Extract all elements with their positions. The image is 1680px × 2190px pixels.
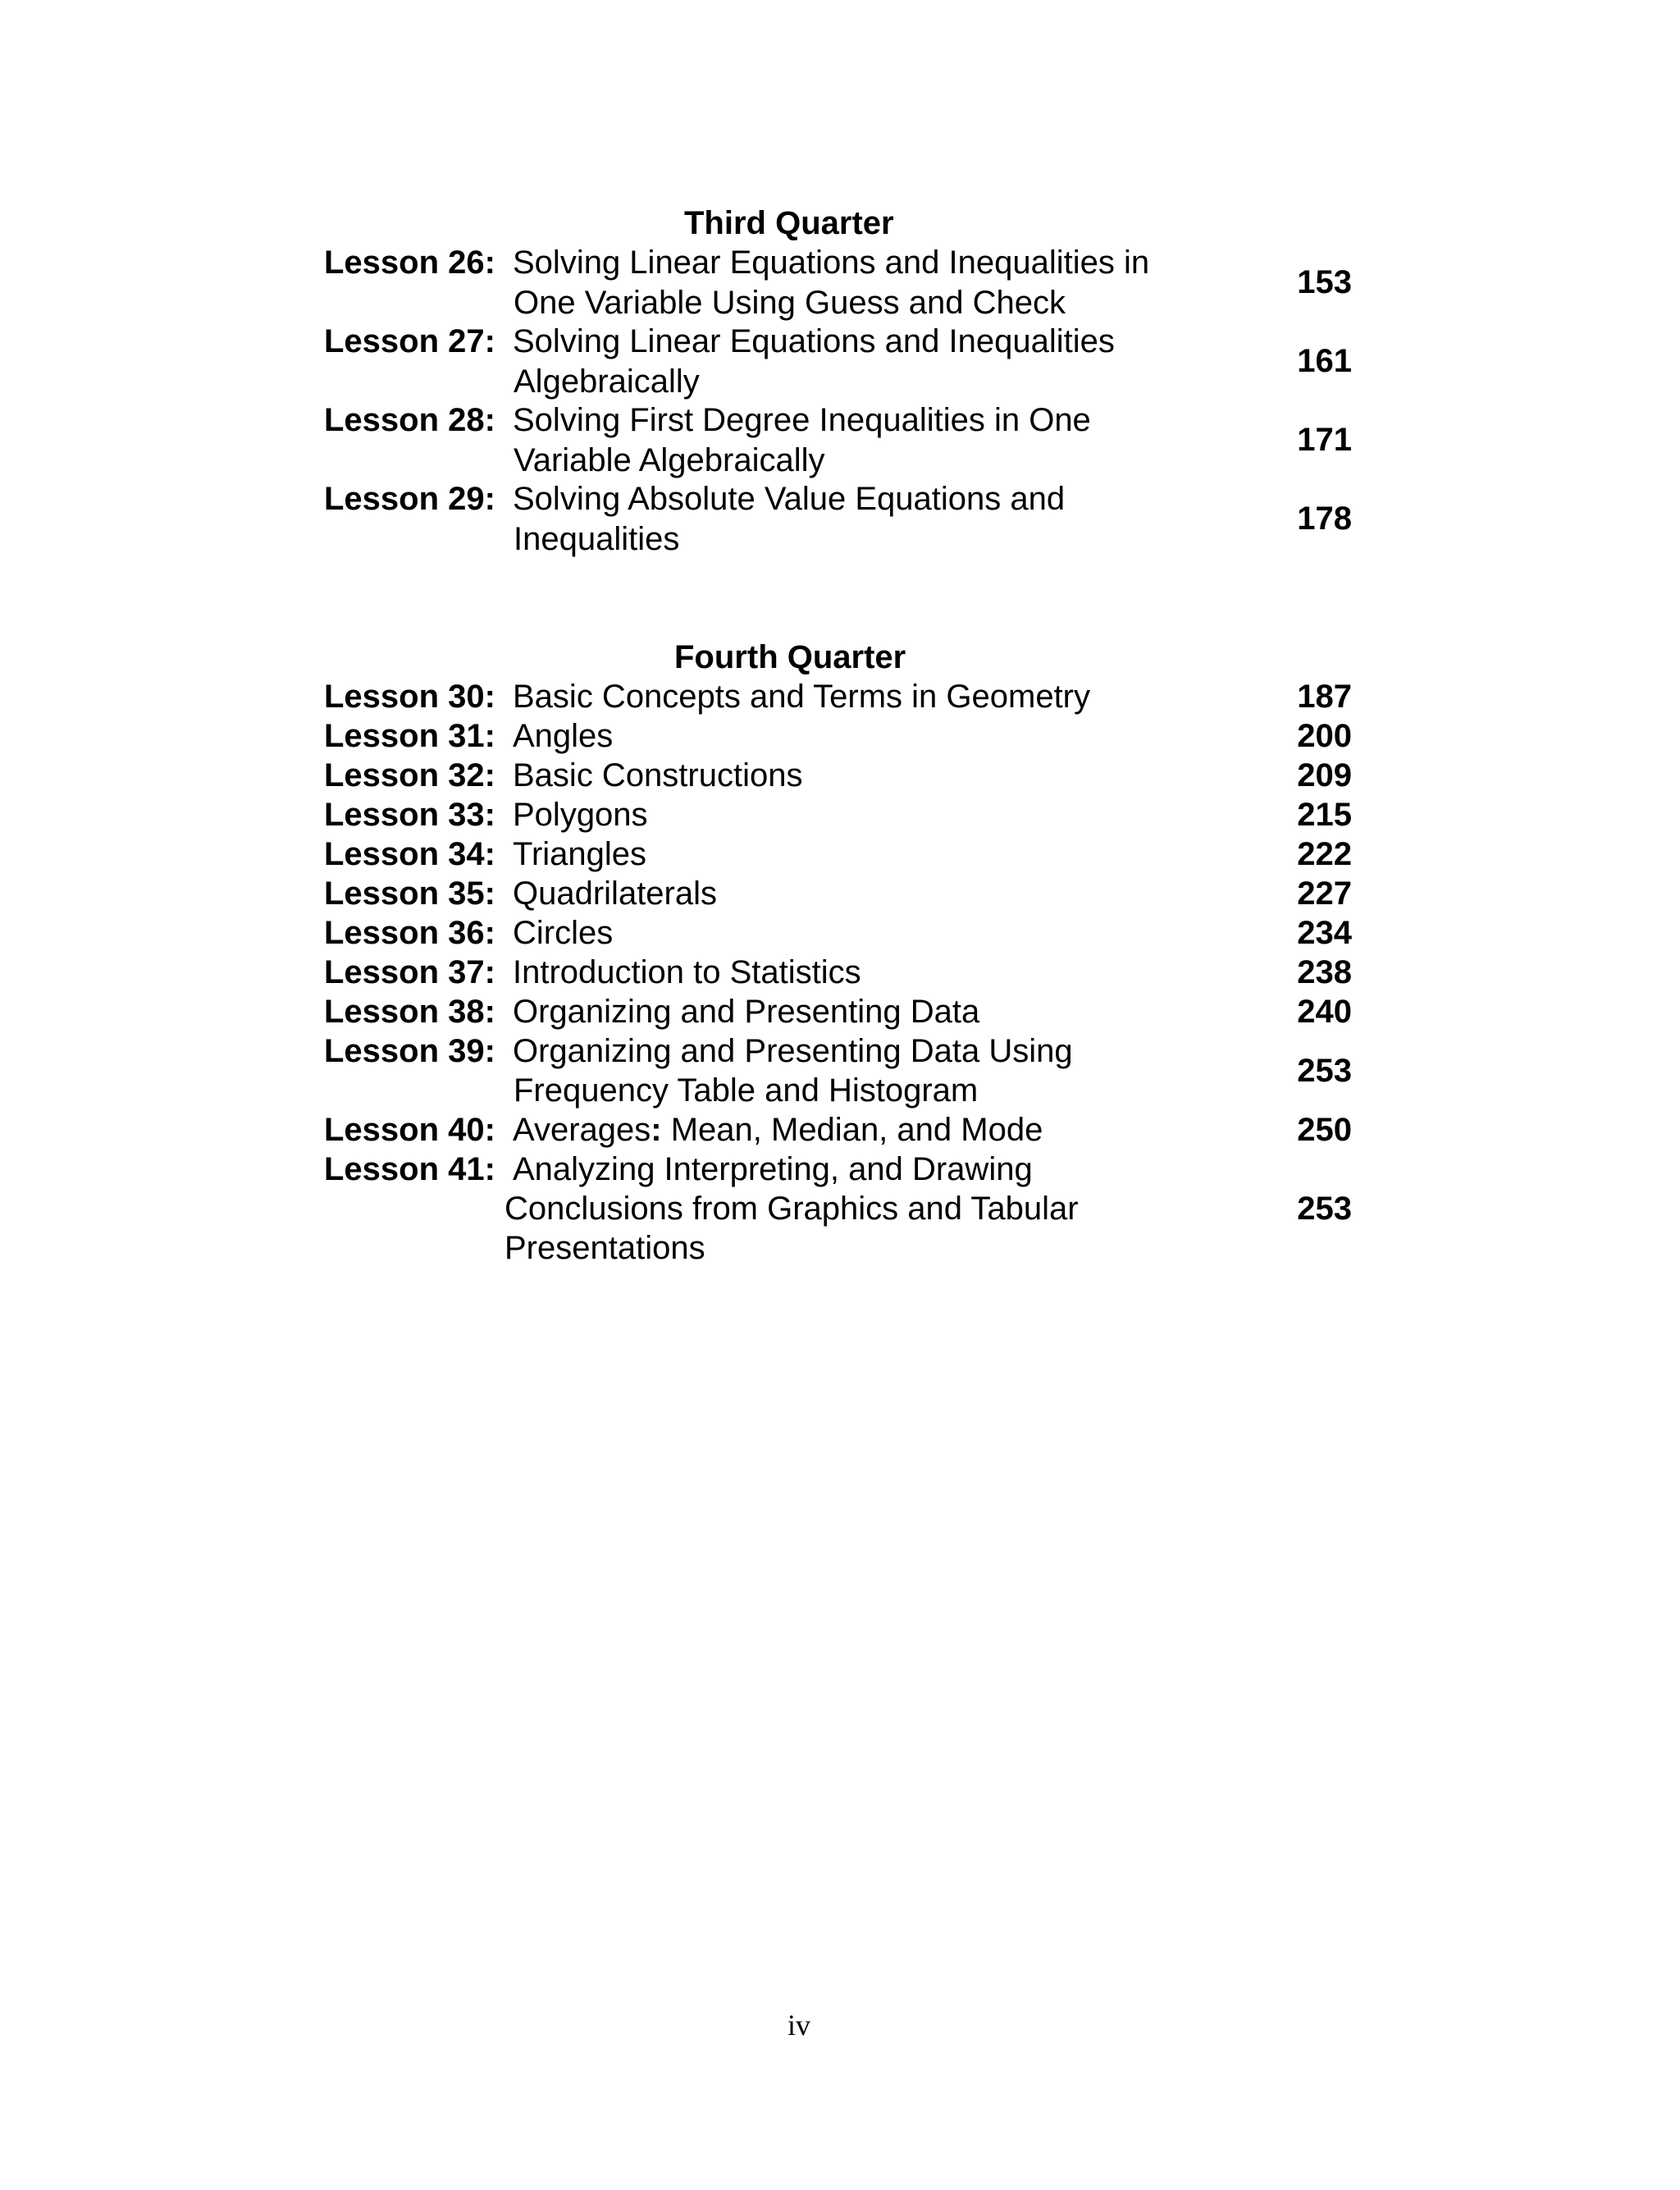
lesson-label: Lesson 35: [324,876,495,912]
lesson-label: Lesson 29: [324,481,495,517]
fourth-quarter-heading: Fourth Quarter [674,639,906,675]
lesson-page-number: 187 [1297,679,1352,715]
lesson-title-line-2: Variable Algebraically [514,442,825,478]
lesson-title-line-1: Solving Linear Equations and Inequalities [513,323,1115,359]
lesson-title-line-2: Conclusions from Graphics and Tabular [504,1191,1079,1227]
lesson-page-number: 240 [1297,994,1352,1030]
lesson-title-line-1: Organizing and Presenting Data [513,994,980,1030]
lesson-title-part-rest: Mean, Median, and Mode [661,1112,1043,1148]
lesson-title-line-2: One Variable Using Guess and Check [514,285,1066,321]
lesson-title-line-1: Analyzing Interpreting, and Drawing [513,1151,1033,1187]
lesson-title-line-1: Basic Constructions [513,757,803,793]
lesson-title-line-2: Inequalities [514,521,680,557]
lesson-label: Lesson 34: [324,836,495,872]
lesson-label: Lesson 27: [324,323,495,359]
lesson-page-number: 178 [1297,501,1352,537]
lesson-title-line-1: Organizing and Presenting Data Using [513,1033,1073,1069]
lesson-label: Lesson 30: [324,679,495,715]
lesson-title-colon: : [651,1112,662,1148]
lesson-page-number: 200 [1297,718,1352,754]
lesson-page-number: 238 [1297,954,1352,990]
lesson-title-line-2: Frequency Table and Histogram [514,1072,979,1109]
lesson-page-number: 250 [1297,1112,1352,1148]
lesson-title-line-1: Solving Linear Equations and Inequalities in [513,245,1150,281]
lesson-label: Lesson 37: [324,954,495,990]
lesson-page-number: 215 [1297,797,1352,833]
lesson-label: Lesson 33: [324,797,495,833]
lesson-title-line-1: Solving First Degree Inequalities in One [513,402,1091,438]
lesson-title-line-1: Basic Concepts and Terms in Geometry [513,679,1091,715]
lesson-title-part-averages: Averages [513,1112,651,1148]
lesson-page-number: 171 [1297,422,1352,458]
lesson-label: Lesson 41: [324,1151,495,1187]
lesson-title-line-1: Circles [513,915,614,951]
lesson-title-line-1: Angles [513,718,614,754]
lesson-page-number: 253 [1297,1053,1352,1089]
lesson-page-number: 161 [1297,343,1352,379]
lesson-title-line-1: Introduction to Statistics [513,954,861,990]
lesson-label: Lesson 36: [324,915,495,951]
lesson-title-line-1: Quadrilaterals [513,876,718,912]
lesson-label: Lesson 26: [324,245,495,281]
lesson-label: Lesson 28: [324,402,495,438]
lesson-title-line-1: Triangles [513,836,647,872]
lesson-title-line-2: Algebraically [514,363,700,400]
lesson-page-number: 253 [1297,1191,1352,1227]
lesson-page-number: 234 [1297,915,1352,951]
lesson-label: Lesson 40: [324,1112,495,1148]
lesson-page-number: 209 [1297,757,1352,793]
lesson-page-number: 222 [1297,836,1352,872]
lesson-title-line-1: Solving Absolute Value Equations and [513,481,1066,517]
lesson-label: Lesson 32: [324,757,495,793]
third-quarter-heading: Third Quarter [684,205,894,241]
lesson-page-number: 227 [1297,876,1352,912]
lesson-title-line-1: Polygons [513,797,648,833]
lesson-title-line-1 [513,1110,1043,1150]
lesson-page-number: 153 [1297,264,1352,300]
page-number-footer: iv [787,2009,810,2041]
lesson-title-line-3: Presentations [504,1230,705,1266]
lesson-label: Lesson 38: [324,994,495,1030]
lesson-label: Lesson 31: [324,718,495,754]
lesson-label: Lesson 39: [324,1033,495,1069]
